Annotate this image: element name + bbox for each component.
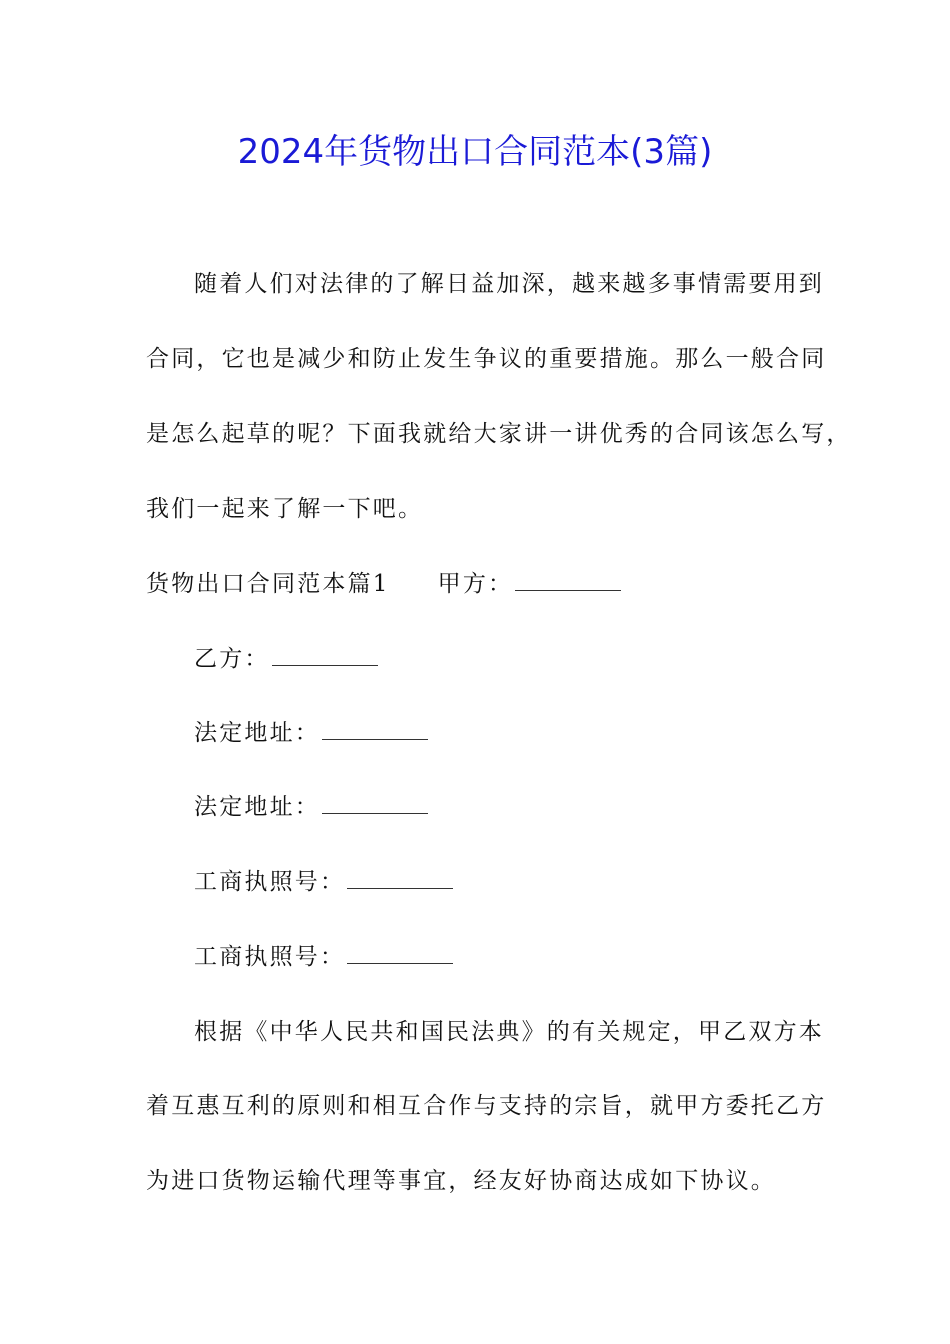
document-title: 2024年货物出口合同范本(3篇): [237, 132, 713, 172]
party-b-label: 乙方：: [194, 646, 270, 672]
intro-line-2: 合同，它也是减少和防止发生争议的重要措施。那么一般合同: [146, 346, 827, 372]
party-b-blank: [272, 647, 378, 666]
business-license-label-2: 工商执照号：: [194, 944, 346, 970]
intro-line-1: 随着人们对法律的了解日益加深，越来越多事情需要用到: [194, 271, 824, 297]
business-license-blank-1: [347, 870, 453, 889]
body-line-2: 着互惠互利的原则和相互合作与支持的宗旨，就甲方委托乙方: [146, 1093, 827, 1119]
intro-line-3: 是怎么起草的呢？下面我就给大家讲一讲优秀的合同该怎么写，: [146, 421, 852, 447]
business-license-label-1: 工商执照号：: [194, 869, 346, 895]
section-heading-row: [146, 568, 621, 600]
body-line-3: 为进口货物运输代理等事宜，经友好协商达成如下协议。: [146, 1168, 776, 1194]
party-a-blank: [515, 572, 621, 591]
party-b-row: [194, 643, 378, 675]
legal-address-label-2: 法定地址：: [194, 794, 320, 820]
legal-address-blank-1: [322, 721, 428, 740]
legal-address-blank-2: [322, 795, 428, 814]
legal-address-label-1: 法定地址：: [194, 720, 320, 746]
business-license-row-2: [194, 941, 453, 973]
legal-address-row-2: [194, 791, 428, 823]
business-license-blank-2: [347, 945, 453, 964]
legal-address-row-1: [194, 717, 428, 749]
intro-line-4: 我们一起来了解一下吧。: [146, 496, 424, 522]
section-heading: 货物出口合同范本篇1: [146, 571, 390, 597]
body-line-1: 根据《中华人民共和国民法典》的有关规定，甲乙双方本: [194, 1019, 824, 1045]
business-license-row-1: [194, 866, 453, 898]
party-a-label: 甲方：: [437, 571, 514, 597]
